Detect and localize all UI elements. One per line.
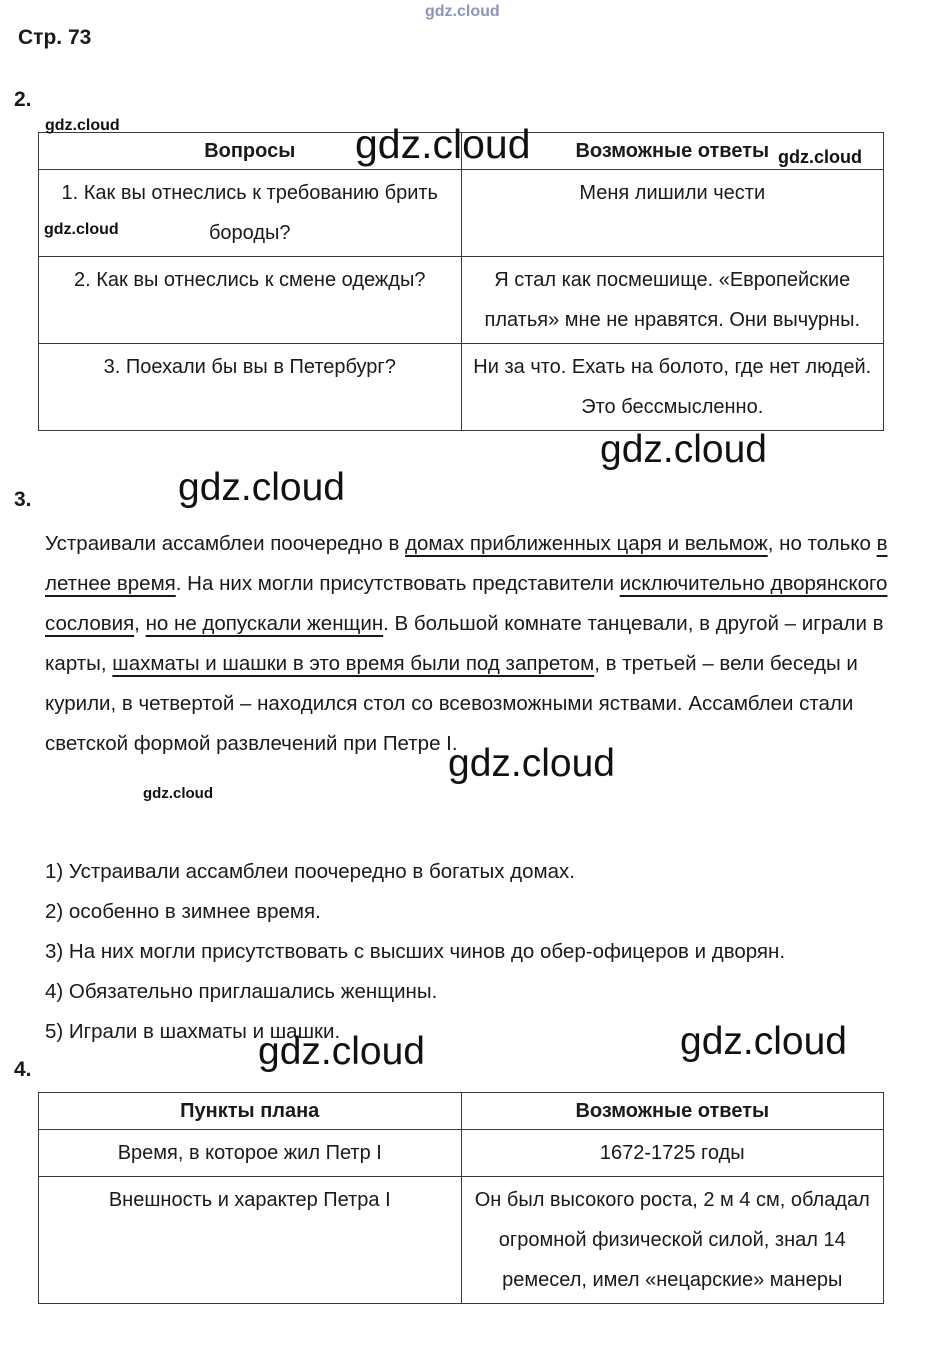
table-cell: Он был высокого роста, 2 м 4 см, обладал огромной физической силой, знал 14 ремесел, имел «нецарские» манеры [461, 1177, 884, 1304]
list-item: 4) Обязательно приглашались женщины. [45, 980, 438, 1003]
table-row [39, 1130, 884, 1177]
watermark: gdz.cloud [600, 428, 767, 471]
watermark: gdz.cloud [45, 117, 120, 134]
table-cell: Меня лишили чести [461, 170, 884, 257]
underlined-text: домах приближенных царя и вельмож [405, 532, 768, 555]
watermark: gdz.cloud [448, 742, 615, 785]
table-row [39, 344, 884, 431]
plain-text: , но только [767, 532, 877, 555]
plain-text: , [134, 612, 146, 635]
plan-points-table [38, 1092, 884, 1304]
table-cell: Ни за что. Ехать на болото, где нет людей. Это бессмысленно. [461, 344, 884, 431]
column-header: Пункты плана [39, 1093, 462, 1130]
list-item: 2) особенно в зимнее время. [45, 900, 321, 923]
underlined-text: но не допускали женщин [145, 612, 384, 635]
list-item: 3) На них могли присутствовать с высших чинов до обер-офицеров и дворян. [45, 940, 786, 963]
questions-answers-table [38, 132, 884, 431]
table-cell: Время, в которое жил Петр I [39, 1130, 462, 1177]
page-label: Стр. 73 [18, 26, 92, 49]
list-item: 5) Играли в шахматы и шашки. [45, 1020, 341, 1043]
watermark: gdz.cloud [44, 221, 119, 238]
list-item: 1) Устраивали ассамблеи поочередно в богатых домах. [45, 860, 575, 883]
table-row [39, 1177, 884, 1304]
underlined-text: исключительно дворянского сословия [45, 572, 888, 635]
table-cell: 1. Как вы отнеслись к требованию брить бороды? [39, 170, 462, 257]
column-header: Возможные ответы [461, 1093, 884, 1130]
table-row [39, 257, 884, 344]
table-header-row [39, 1093, 884, 1130]
section-3-number: 3. [14, 488, 32, 511]
plain-text: . В большой комнате танцевали, в другой – играли в карты, [45, 612, 884, 675]
watermark: gdz.cloud [178, 466, 345, 509]
table-row [39, 170, 884, 257]
column-header: Вопросы [39, 133, 462, 170]
table-cell: Я стал как посмешище. «Европейские платья» мне не нравятся. Они вычурны. [461, 257, 884, 344]
assembly-paragraph [45, 524, 888, 764]
watermark: gdz.cloud [143, 785, 213, 802]
column-header: Возможные ответы [461, 133, 884, 170]
plain-text: . На них могли присутствовать представители [175, 572, 620, 595]
underlined-text: шахматы и шашки в это время были под запретом [112, 652, 595, 675]
table-header-row [39, 133, 884, 170]
table-cell: 1672-1725 годы [461, 1130, 884, 1177]
section-2-number: 2. [14, 88, 32, 111]
table-cell: Внешность и характер Петра I [39, 1177, 462, 1304]
plain-text: , в третьей – вели беседы и курили, в четвертой – находился стол со всевозможными яствами. Ассамблеи стали светской формой развлечений при Петре I. [45, 652, 858, 755]
section-4-number: 4. [14, 1058, 32, 1081]
watermark: gdz.cloud [778, 147, 862, 167]
watermark: gdz.cloud [355, 121, 531, 167]
corrections-list [45, 852, 888, 1052]
table-cell: 2. Как вы отнеслись к смене одежды? [39, 257, 462, 344]
watermark: gdz.cloud [680, 1020, 847, 1063]
table-cell: 3. Поехали бы вы в Петербург? [39, 344, 462, 431]
watermark: gdz.cloud [258, 1030, 425, 1073]
watermark: gdz.cloud [425, 3, 500, 20]
plain-text: Устраивали ассамблеи поочередно в [45, 532, 406, 555]
underlined-text: в летнее время [45, 532, 888, 595]
